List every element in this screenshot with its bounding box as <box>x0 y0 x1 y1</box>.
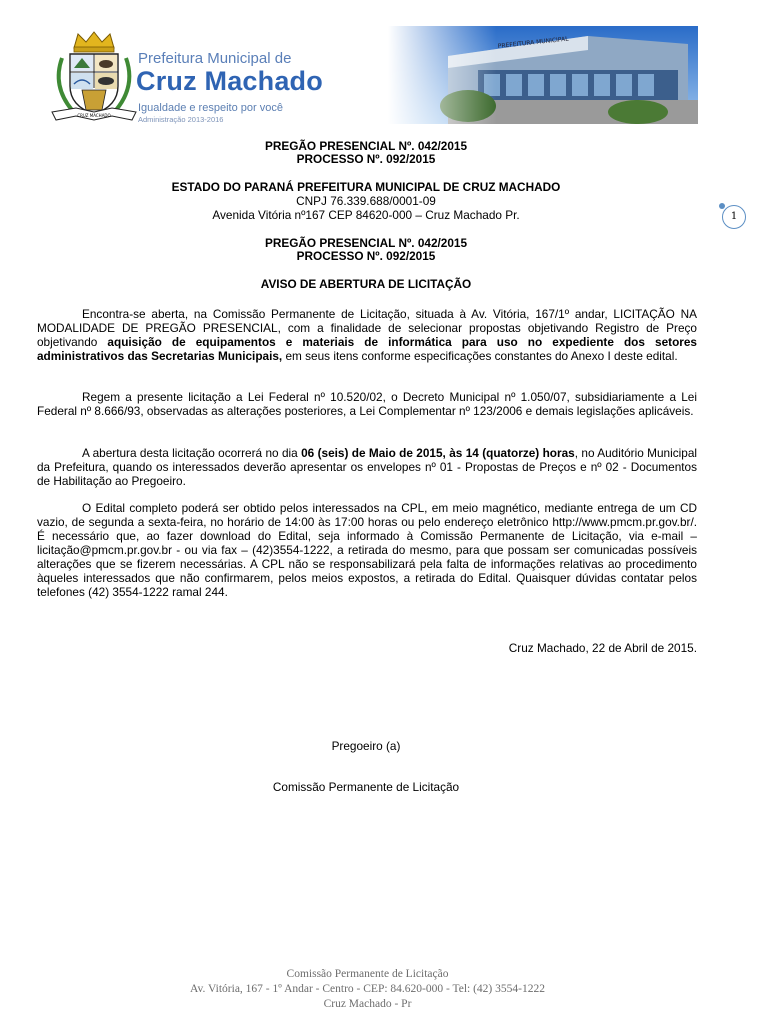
signature-role: Pregoeiro (a) <box>331 739 401 753</box>
paragraph-date-bold: 06 (seis) de Maio de 2015, às 14 (quatorze) horas <box>301 446 575 460</box>
page-number-badge: 1 <box>722 205 746 229</box>
paragraph-opening-tail: em seus itens conforme especificações constantes do Anexo I deste edital. <box>282 349 678 363</box>
address-line: Avenida Vitória nº167 CEP 84620-000 – Cruz Machado Pr. <box>212 208 520 222</box>
paragraph-edital-text: O Edital completo poderá ser obtido pelos interessados na CPL, em meio magnético, mediante entrega de um CD vazio, de segunda a sexta-feira, no horário de 14:00 às 17:00 horas ou pelo endereço eletrônico http://www.pmcm.pr.gov.br/. É necessário que, ao fazer download do Edital, seja informado à Comissão Permanente de Licitação, via e-mail – licitação@pmcm.pr.gov.br - ou via fax – (42)3554-1222, a retirada do mesmo, para que possam ser comunicadas possíveis alterações que se fizerem necessárias. A CPL não se responsabilizará pela falta de informações relativas ao procedimento àqueles interessados que não confirmarem, pelos meios expostos, a retirada do Edital. Quaisquer dúvidas contatar pelos telefones (42) 3554-1222 ramal 244. <box>37 501 697 599</box>
paragraph-legislation-text: Regem a presente licitação a Lei Federal nº 10.520/02, o Decreto Municipal nº 1.050/07, subsidiariamente a Lei Federal nº 8.666/93, observadas as alterações posteriores, a Lei Complementar nº 123/2006 e demais legislações aplicáveis. <box>37 390 697 418</box>
footer-address: Av. Vitória, 167 - 1º Andar - Centro - CEP: 84.620-000 - Tel: (42) 3554-1222 <box>190 983 545 995</box>
notice-title: AVISO DE ABERTURA DE LICITAÇÃO <box>260 277 472 291</box>
pregao-number: PREGÃO PRESENCIAL Nº. 042/2015 <box>264 139 468 153</box>
footer-city: Cruz Machado - Pr <box>323 998 412 1010</box>
date-line: Cruz Machado, 22 de Abril de 2015. <box>508 641 697 655</box>
signature-commission: Comissão Permanente de Licitação <box>272 780 460 794</box>
paragraph-opening-bold: aquisição de equipamentos e materiais de informática para uso no expediente dos setores administrativos das Secretarias Municipais, <box>37 335 697 363</box>
brand-prefeitura: Prefeitura Municipal de <box>138 50 292 67</box>
state-heading: ESTADO DO PARANÁ PREFEITURA MUNICIPAL DE CRUZ MACHADO <box>171 180 561 194</box>
city-hall-photo <box>388 26 698 124</box>
brand-city-name: Cruz Machado <box>136 66 323 96</box>
paragraph-date-tail: , no Auditório Municipal da Prefeitura, quando os interessados deverão apresentar os envelopes nº 01 - Propostas de Preços e nº 02 - Documentos de Habilitação ao Pregoeiro. <box>37 446 698 488</box>
cnpj-line: CNPJ 76.339.688/0001-09 <box>296 194 436 208</box>
paragraph-opening <box>37 307 697 363</box>
paragraph-legislation <box>37 390 697 418</box>
municipal-crest-icon <box>46 28 142 124</box>
brand-slogan: Igualdade e respeito por você <box>138 102 283 114</box>
header-banner <box>40 24 698 126</box>
processo-number: PROCESSO Nº. 092/2015 <box>296 152 436 166</box>
svg-text:CRUZ MACHADO: CRUZ MACHADO <box>77 113 111 118</box>
paragraph-opening-date <box>37 446 697 488</box>
paragraph-date-text: A abertura desta licitação ocorrerá no dia <box>82 446 302 460</box>
pregao-number-repeat: PREGÃO PRESENCIAL Nº. 042/2015 <box>264 236 468 250</box>
processo-number-repeat: PROCESSO Nº. 092/2015 <box>296 249 436 263</box>
brand-administration: Administração 2013-2016 <box>138 115 224 124</box>
footer-commission: Comissão Permanente de Licitação <box>286 968 449 980</box>
paragraph-opening-text: Encontra-se aberta, na Comissão Permanente de Licitação, situada à Av. Vitória, 167/1º andar, LICITAÇÃO NA MODALIDADE DE PREGÃO PRESENCIAL, com a finalidade de selecionar propostas objetivando Registro de Preço objetivando <box>37 307 697 349</box>
paragraph-edital <box>37 501 697 599</box>
